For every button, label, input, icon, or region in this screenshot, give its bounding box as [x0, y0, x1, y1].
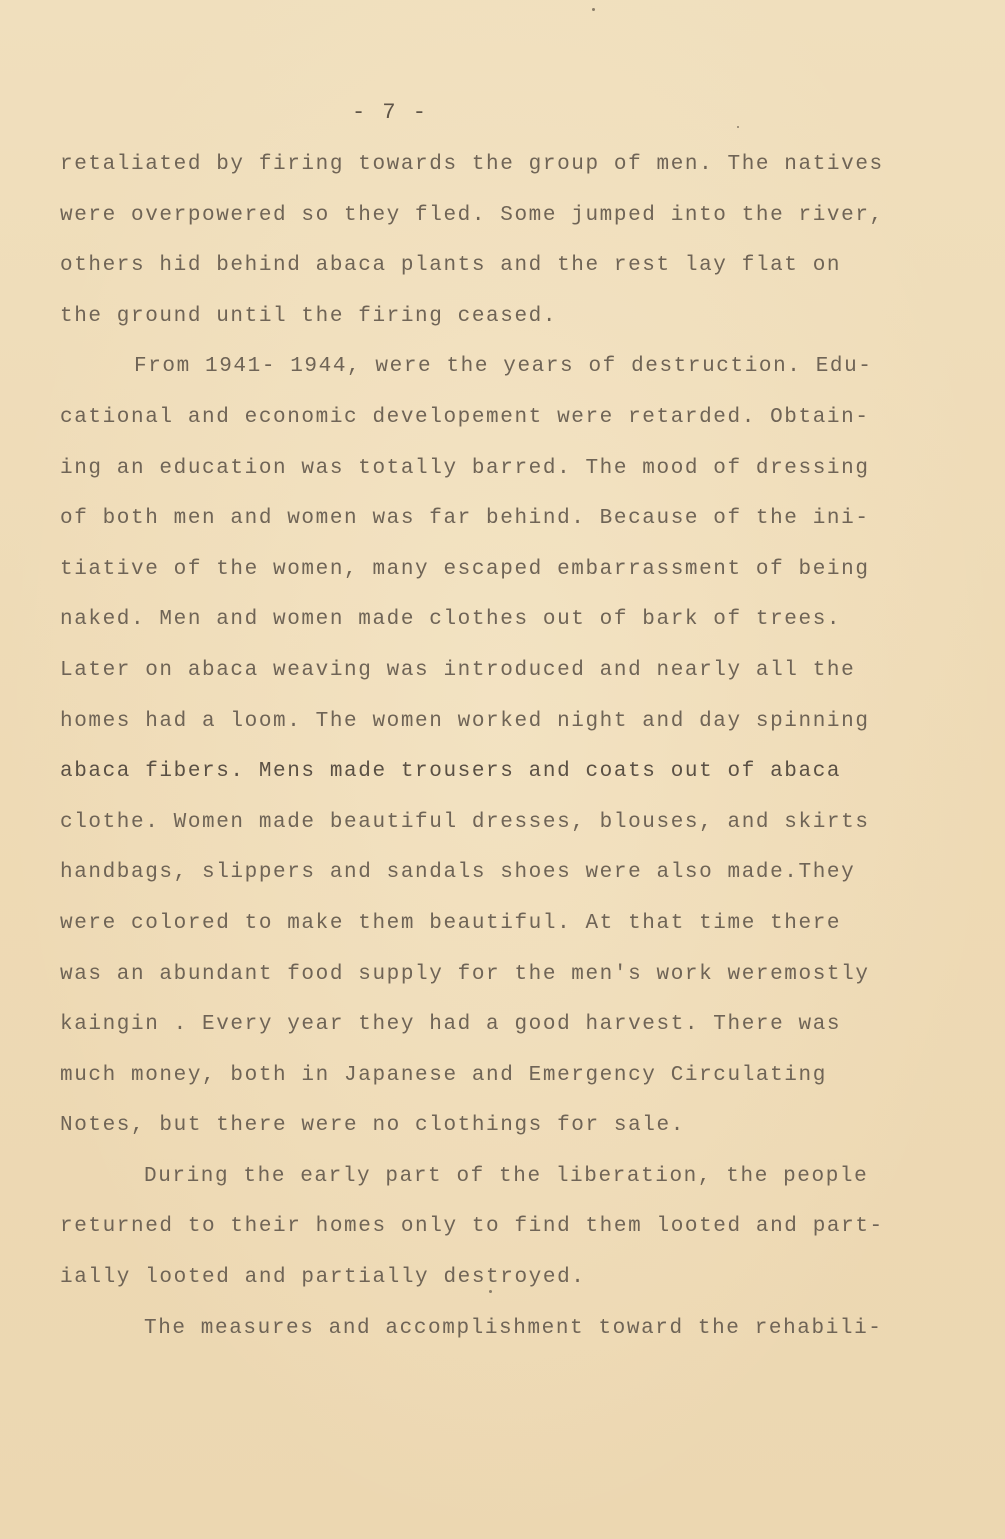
text-line: clothe. Women made beautiful dresses, blouses, and skirts — [60, 810, 870, 834]
text-line: Later on abaca weaving was introduced and nearly all the — [60, 658, 856, 682]
text-line: retaliated by firing towards the group of men. The natives — [60, 153, 884, 176]
body-text — [60, 148, 940, 1362]
text-line: abaca fibers. Mens made trousers and coats out of abaca — [60, 760, 842, 784]
text-line: of both men and women was far behind. Because of the ini- — [60, 507, 870, 531]
ink-speck — [592, 8, 595, 11]
paragraph-start-line: During the early part of the liberation, the people — [144, 1164, 869, 1188]
paragraph-start-line: From 1941- 1944, were the years of destruction. Edu- — [134, 355, 873, 379]
text-line: ing an education was totally barred. The mood of dressing — [60, 456, 870, 480]
text-line: cational and economic developement were retarded. Obtain- — [60, 405, 870, 429]
text-line: tiative of the women, many escaped embarrassment of being — [60, 557, 870, 581]
text-line: was an abundant food supply for the men's work weremostly — [60, 962, 870, 986]
text-line: handbags, slippers and sandals shoes were also made.They — [60, 861, 856, 885]
page-number: - 7 - — [352, 100, 429, 125]
text-line: were overpowered so they fled. Some jumped into the river, — [60, 203, 884, 227]
text-line: ially looted and partially destroyed. — [60, 1266, 586, 1290]
ink-speck — [737, 126, 739, 128]
text-line: naked. Men and women made clothes out of bark of trees. — [60, 608, 842, 632]
paragraph-start-line: The measures and accomplishment toward the rehabili- — [144, 1316, 883, 1340]
text-line: kaingin . Every year they had a good harvest. There was — [60, 1013, 842, 1037]
text-line: homes had a loom. The women worked night and day spinning — [60, 709, 870, 733]
text-line: much money, both in Japanese and Emergency Circulating — [60, 1063, 827, 1087]
text-line: Notes, but there were no clothings for sale. — [60, 1114, 685, 1138]
text-line: others hid behind abaca plants and the rest lay flat on — [60, 254, 842, 278]
text-line: the ground until the firing ceased. — [60, 304, 558, 328]
text-line: were colored to make them beautiful. At that time there — [60, 911, 842, 935]
text-line: returned to their homes only to find them looted and part- — [60, 1215, 884, 1239]
